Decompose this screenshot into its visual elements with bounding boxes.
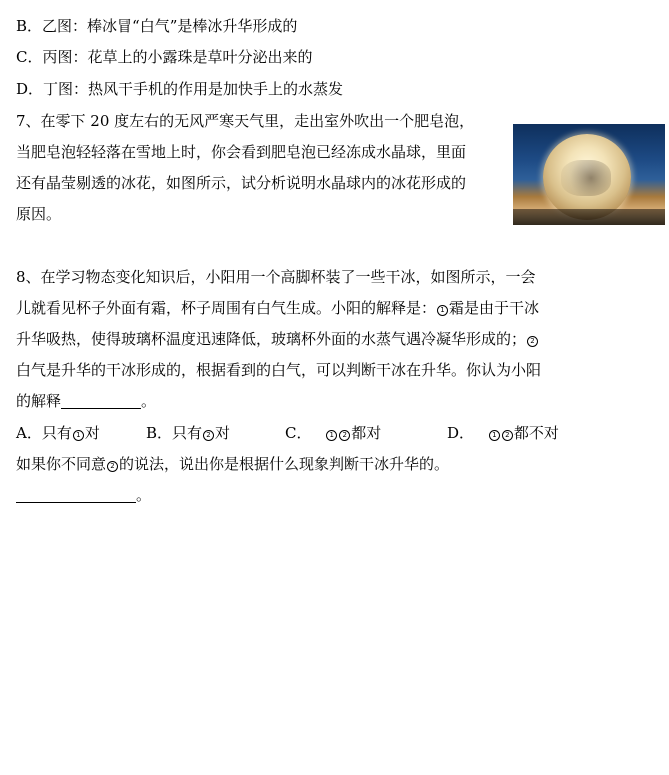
option-d: D．丁图：热风干手机的作用是加快手上的水蒸发	[16, 80, 344, 98]
circled-2-mark: 2	[203, 430, 214, 441]
q8-line-2-text-a: 儿就看见杯子外面有霜，杯子周围有白气生成。小阳的解释是：	[16, 299, 437, 317]
circled-2-mark: 2	[527, 336, 538, 347]
circled-1-mark: 1	[326, 430, 337, 441]
option-d-text: 都不对	[513, 424, 559, 442]
option-b-label: B．只有	[146, 424, 203, 442]
q8-line-5-text: 的解释	[16, 392, 62, 410]
q8-line-8	[16, 485, 151, 505]
crystal-ball	[543, 134, 631, 220]
option-a-label: A．只有	[16, 424, 72, 442]
answer-blank[interactable]	[61, 394, 141, 409]
option-b-choice[interactable]	[146, 423, 230, 443]
q8-line-7-text-b: 的说法，说出你是根据什么现象判断干冰升华的。	[119, 455, 450, 473]
q8-line-7	[16, 454, 449, 474]
option-c: C．丙图：花草上的小露珠是草叶分泌出来的	[16, 48, 313, 66]
circled-2-mark: 2	[502, 430, 513, 441]
snow-ground	[513, 209, 665, 225]
q7-line-1: 7、在零下 20 度左右的无风严寒天气里，走出室外吹出一个肥皂泡，	[16, 112, 475, 130]
q7-line-4: 原因。	[16, 205, 62, 223]
q7-line-2: 当肥皂泡轻轻落在雪地上时，你会看到肥皂泡已经冻成水晶球，里面	[16, 143, 467, 161]
option-b-text: 对	[215, 424, 231, 442]
q8-line-3-text: 升华吸热，使得玻璃杯温度迅速降低，玻璃杯外面的水蒸气遇冷凝华形成的；	[16, 330, 527, 348]
option-c-label: C．	[285, 424, 312, 442]
q8-line-4: 白气是升华的干冰形成的，根据看到的白气，可以判断干冰在升华。你认为小阳	[16, 361, 542, 379]
circled-2-mark: 2	[339, 430, 350, 441]
circled-1-mark: 1	[437, 305, 448, 316]
q7-line-3: 还有晶莹剔透的冰花，如图所示，试分析说明水晶球内的冰花形成的	[16, 174, 467, 192]
circled-2-mark: 2	[107, 461, 118, 472]
option-c-choice[interactable]	[285, 423, 381, 443]
q8-line-7-text-a: 如果你不同意	[16, 455, 107, 473]
option-b: B．乙图：棒冰冒“白气”是棒冰升华形成的	[16, 17, 298, 35]
frozen-bubble-photo	[513, 124, 665, 225]
q8-line-1: 8、在学习物态变化知识后，小阳用一个高脚杯装了一些干冰，如图所示，一会	[16, 268, 536, 286]
q8-line-3	[16, 329, 539, 349]
q8-line-2	[16, 298, 539, 318]
circled-1-mark: 1	[489, 430, 500, 441]
reason-blank[interactable]	[16, 488, 136, 503]
q8-line-5-end: 。	[141, 392, 157, 410]
option-d-choice[interactable]	[447, 423, 559, 443]
circled-1-mark: 1	[73, 430, 84, 441]
option-d-label: D．	[447, 424, 475, 442]
option-c-text: 都对	[351, 424, 382, 442]
option-a-choice[interactable]	[16, 423, 100, 443]
option-a-text: 对	[84, 424, 100, 442]
q8-line-8-end: 。	[136, 486, 152, 504]
q8-line-2-text-b: 霜是由于干冰	[449, 299, 540, 317]
q8-line-5	[16, 391, 156, 411]
